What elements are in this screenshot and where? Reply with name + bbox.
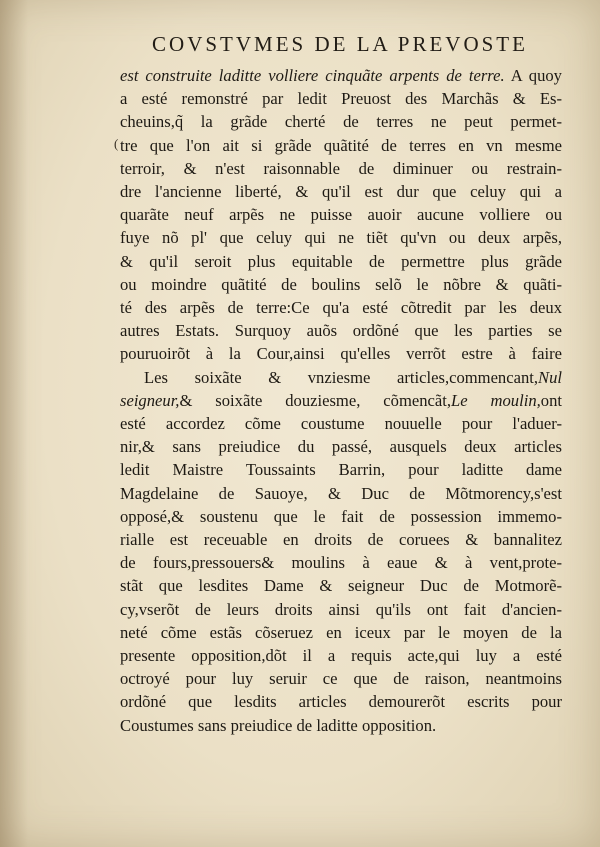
text-run: Les soixãte & vnziesme articles,commencant, bbox=[144, 367, 539, 387]
text-run: de fours,pressouers& moulins à eaue & à vent,prote- bbox=[120, 553, 562, 573]
text-line bbox=[120, 64, 562, 87]
text-run: & qu'il seroit plus equitable de permettre plus grãde bbox=[120, 251, 562, 271]
text-line bbox=[120, 528, 562, 551]
text-line bbox=[120, 435, 562, 458]
text-run: Coustumes sans preiudice de laditte opposition. bbox=[120, 715, 437, 735]
text-run: ordõné que lesdits articles demourerõt escrits pour bbox=[120, 692, 562, 712]
italic-run: seigneur, bbox=[120, 390, 180, 410]
text-run: A quoy bbox=[504, 66, 562, 85]
text-run: cheuins,q̃ la grãde cherté de terres ne peut permet- bbox=[120, 112, 562, 132]
text-line bbox=[120, 342, 562, 365]
text-line bbox=[120, 574, 562, 597]
text-line bbox=[120, 482, 562, 505]
text-run: ou moindre quãtité de boulins selõ le nõbre & quãti- bbox=[120, 274, 562, 294]
text-line bbox=[120, 714, 562, 737]
text-run: terroir, & n'est raisonnable de diminuer ou restrain- bbox=[120, 158, 562, 178]
italic-run: Nul bbox=[538, 367, 562, 387]
text-line bbox=[120, 412, 562, 435]
text-run: stãt que lesdites Dame & seigneur Duc de Motmorẽ- bbox=[120, 576, 562, 596]
text-run: dre l'ancienne liberté, & qu'il est dur que celuy qui a bbox=[120, 182, 562, 202]
text-line bbox=[120, 87, 562, 110]
text-run: presente opposition,dõt il a requis acte,qui luy a esté bbox=[120, 646, 562, 666]
text-run: quarãte neuf arpẽs ne puisse auoir aucune volliere ou bbox=[120, 205, 562, 225]
text-run: esté accordez cõme coustume nouuelle pour l'aduer- bbox=[120, 414, 562, 434]
text-line bbox=[120, 505, 562, 528]
running-head: COVSTVMES DE LA PREVOSTE bbox=[152, 32, 528, 56]
italic-run: est construite laditte volliere cinquãte arpents de terre. bbox=[120, 66, 505, 85]
text-line bbox=[120, 667, 562, 690]
text-line bbox=[120, 389, 562, 412]
text-line bbox=[120, 690, 562, 713]
text-run: autres Estats. Surquoy auõs ordõné que les parties se bbox=[120, 321, 562, 341]
text-line bbox=[120, 180, 562, 203]
text-line bbox=[120, 366, 562, 389]
text-run: neté cõme estãs cõseruez en iceux par le moyen de la bbox=[120, 622, 562, 642]
text-run: nir,& sans preiudice du passé, ausquels deux articles bbox=[120, 437, 562, 457]
text-line bbox=[120, 296, 562, 319]
text-line bbox=[120, 273, 562, 296]
text-run: tre que l'on ait si grãde quãtité de terres en vn mesme bbox=[120, 135, 562, 155]
text-run: ledit Maistre Toussaints Barrin, pour laditte dame bbox=[120, 460, 562, 480]
text-run: té des arpẽs de terre:Ce qu'a esté cõtredit par les deux bbox=[120, 298, 562, 318]
body-text bbox=[120, 64, 562, 737]
text-run: ont bbox=[540, 390, 562, 410]
text-line bbox=[120, 203, 562, 226]
text-line bbox=[120, 644, 562, 667]
text-run: a esté remonstré par ledit Preuost des Marchãs & Es- bbox=[120, 89, 562, 109]
text-line bbox=[120, 250, 562, 273]
text-line bbox=[120, 319, 562, 342]
text-line bbox=[120, 157, 562, 180]
text-run: opposé,& soustenu que le fait de possession immemo- bbox=[120, 506, 562, 526]
text-line bbox=[120, 598, 562, 621]
text-run: rialle est receuable en droits de coruees & bannalitez bbox=[120, 530, 562, 550]
text-line bbox=[120, 134, 562, 157]
text-run: octroyé pour luy seruir ce que de raison, neantmoins bbox=[120, 669, 562, 689]
text-line bbox=[120, 621, 562, 644]
binding-gutter bbox=[0, 0, 28, 847]
margin-mark: ( bbox=[114, 136, 119, 151]
text-run: Magdelaine de Sauoye, & Duc de Mõtmorency,s'est bbox=[120, 483, 562, 503]
text-line bbox=[120, 110, 562, 133]
text-line bbox=[120, 458, 562, 481]
italic-run: Le moulin, bbox=[451, 390, 541, 410]
text-run: cy,vserõt de leurs droits ainsi qu'ils ont fait d'ancien- bbox=[120, 599, 562, 619]
text-run: pouruoirõt à la Cour,ainsi qu'elles verrõt estre à faire bbox=[120, 344, 562, 364]
text-line bbox=[120, 551, 562, 574]
text-run: fuye nõ pl' que celuy qui ne tiẽt qu'vn ou deux arpẽs, bbox=[120, 228, 562, 248]
text-line bbox=[120, 226, 562, 249]
text-run: & soixãte douziesme, cõmencãt, bbox=[179, 390, 451, 410]
